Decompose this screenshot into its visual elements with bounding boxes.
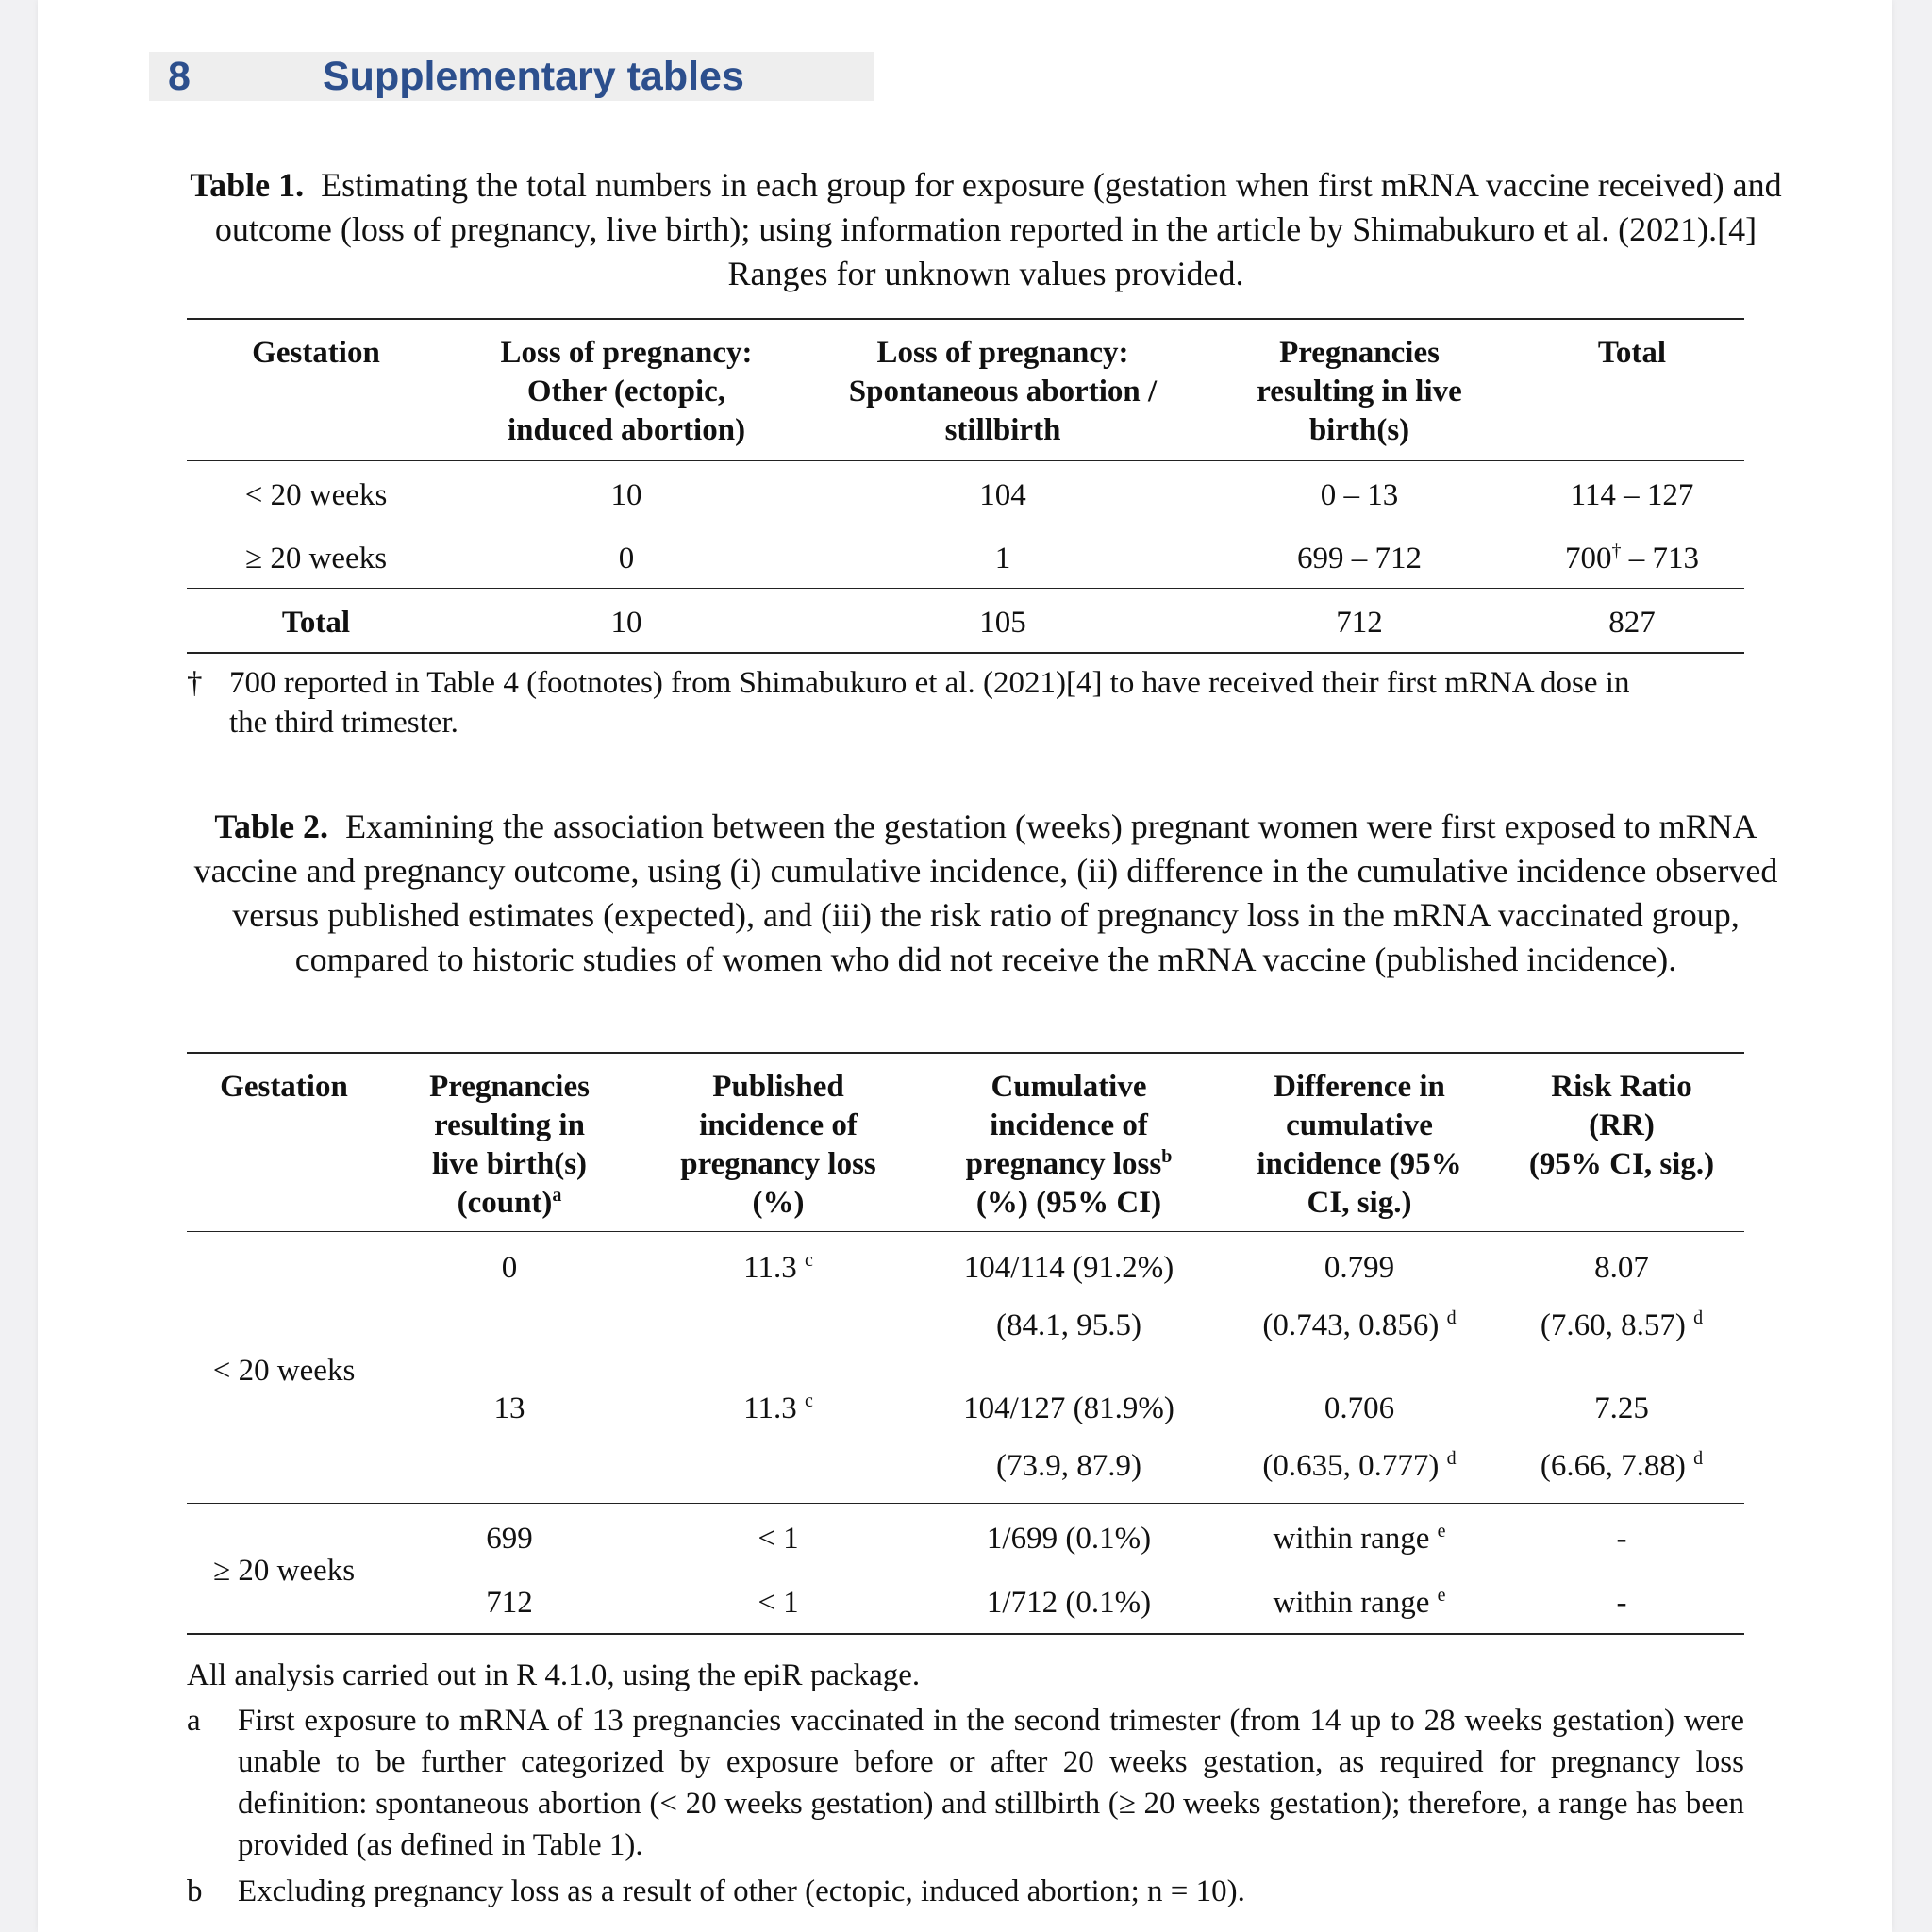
table2-header-cum-line3 bbox=[966, 1145, 1173, 1184]
table1-footnote-mark: † bbox=[187, 666, 203, 700]
table2-header-gestation: Gestation bbox=[220, 1070, 348, 1104]
table1-total-spont: 105 bbox=[979, 606, 1026, 640]
table1-header-live-line3: birth(s) bbox=[1308, 413, 1410, 447]
table1-header-gestation: Gestation bbox=[252, 336, 380, 370]
table2-header-pub-line4: (%) bbox=[752, 1186, 805, 1220]
table2-g1-row2-diff: 0.706 bbox=[1324, 1391, 1395, 1425]
table2-g1-row2-live: 13 bbox=[493, 1391, 525, 1425]
table1-caption-text: Estimating the total numbers in each group for exposure (gestation when first mRNA vaccine received) and outcome (loss of pregnancy, live birth); using information reported in the article by Shimabukuro et al. (2021).[4] Ranges for unknown values provided. bbox=[214, 166, 1782, 292]
table2-header-cum-sup: b bbox=[1161, 1146, 1173, 1167]
table1-header-spont-line1: Loss of pregnancy: bbox=[876, 336, 1129, 370]
table2-header-pub-line2: incidence of bbox=[699, 1108, 858, 1142]
table2-g1-row1-diff-sup: d bbox=[1446, 1307, 1457, 1328]
table2-g1-row2-diff-ci bbox=[1262, 1447, 1456, 1486]
table2-g1-row1-rr: 8.07 bbox=[1594, 1251, 1649, 1285]
table2-header-cum-loss: pregnancy loss bbox=[965, 1147, 1162, 1181]
table2-header-live-line4 bbox=[458, 1184, 562, 1223]
table2-g1-row2-cum-ci: (73.9, 87.9) bbox=[996, 1449, 1141, 1483]
table2-g1-row2-rr-sup: d bbox=[1693, 1448, 1704, 1469]
table1-total-rule bbox=[187, 588, 1744, 589]
table1-header-live-line2: resulting in live bbox=[1257, 375, 1462, 408]
table2-top-rule bbox=[187, 1052, 1744, 1054]
table2-group2-label: ≥ 20 weeks bbox=[212, 1554, 356, 1588]
table2-header-diff-line2: cumulative bbox=[1286, 1108, 1433, 1142]
table2-g1-row1-rr-sup: d bbox=[1693, 1307, 1704, 1328]
table2-g1-row1-pub bbox=[743, 1249, 813, 1288]
table2-g1-row1-live: 0 bbox=[501, 1251, 518, 1285]
table1-row2-other: 0 bbox=[618, 541, 635, 575]
table2-group-rule bbox=[187, 1503, 1744, 1504]
table2-g2-row1-diff bbox=[1273, 1520, 1445, 1558]
table2-note-b-mark: b bbox=[187, 1874, 203, 1908]
table2-header-pub-line3: pregnancy loss bbox=[680, 1147, 876, 1181]
table1-row1-other: 10 bbox=[610, 478, 642, 512]
table2-g2-row2-diff-value: within range bbox=[1273, 1586, 1430, 1620]
table2-g1-row1-cum-ci: (84.1, 95.5) bbox=[996, 1308, 1141, 1342]
table2-header-cum-line1: Cumulative bbox=[991, 1070, 1147, 1104]
table2-g1-row2-pub bbox=[743, 1390, 813, 1428]
table2-header-rr-line1: Risk Ratio bbox=[1551, 1070, 1692, 1104]
table2-g1-row2-cum: 104/127 (81.9%) bbox=[963, 1391, 1174, 1425]
table1-header-rule bbox=[187, 460, 1744, 461]
table1-header-spont-line3: stillbirth bbox=[944, 413, 1061, 447]
table2-g2-row1-live: 699 bbox=[486, 1522, 533, 1556]
table2-header-rr-line3: (95% CI, sig.) bbox=[1528, 1147, 1715, 1181]
table2-header-cum-line2: incidence of bbox=[990, 1108, 1148, 1142]
table1-header-spont-line2: Spontaneous abortion / bbox=[848, 375, 1158, 408]
table2-header-diff-line1: Difference in bbox=[1274, 1070, 1445, 1104]
table1-total-live: 712 bbox=[1336, 606, 1383, 640]
table1-total-other: 10 bbox=[610, 606, 642, 640]
table1-total-label: Total bbox=[281, 606, 351, 640]
table2-g1-row1-diff-ci bbox=[1262, 1307, 1456, 1345]
table2-g2-row2-cum: 1/712 (0.1%) bbox=[986, 1586, 1152, 1620]
table2-group1-label: < 20 weeks bbox=[212, 1354, 356, 1388]
table2-header-cum-line4: (%) (95% CI) bbox=[975, 1186, 1162, 1220]
table2-g2-row1-rr: - bbox=[1616, 1522, 1627, 1556]
table1-row1-live: 0 – 13 bbox=[1320, 478, 1399, 512]
table2-header-diff-line3: incidence (95% bbox=[1257, 1147, 1462, 1181]
table2-g1-row1-diff: 0.799 bbox=[1324, 1251, 1395, 1285]
table1-header-total: Total bbox=[1597, 336, 1667, 370]
table1-row2-total bbox=[1565, 540, 1699, 578]
section-number: 8 bbox=[168, 54, 191, 99]
table2-g1-row1-rr-ci-value: (7.60, 8.57) bbox=[1540, 1308, 1686, 1342]
table1-header-other-line2: Other (ectopic, bbox=[526, 375, 726, 408]
table2-g2-row2-pub: < 1 bbox=[758, 1586, 799, 1620]
table2-g2-row2-diff-sup: e bbox=[1437, 1585, 1446, 1606]
table2-note-b-text: Excluding pregnancy loss as a result of other (ectopic, induced abortion; n = 10). bbox=[238, 1874, 1245, 1908]
table2-g2-row1-pub: < 1 bbox=[758, 1522, 799, 1556]
table2-caption-text: Examining the association between the gestation (weeks) pregnant women were first exposed to mRNA vaccine and pregnancy outcome, using (i) cumulative incidence, (ii) difference in the cumulative incidence observed versus published estimates (expected), and (iii) the risk ratio of pregnancy loss in the mRNA vaccinated group, compared to historic studies of women who did not receive the mRNA vaccine (published incidence). bbox=[193, 808, 1778, 978]
table1-row1-gestation: < 20 weeks bbox=[244, 478, 388, 512]
table2-header-rr-line2: (RR) bbox=[1589, 1108, 1655, 1142]
table2-g1-row1-diff-ci-value: (0.743, 0.856) bbox=[1262, 1308, 1440, 1342]
section-title: Supplementary tables bbox=[323, 54, 744, 99]
table2-g1-row2-pub-value: 11.3 bbox=[743, 1391, 797, 1425]
table2-g1-row1-pub-value: 11.3 bbox=[743, 1251, 797, 1285]
table1-row2-live: 699 – 712 bbox=[1297, 541, 1422, 575]
table2-g1-row1-cum: 104/114 (91.2%) bbox=[963, 1251, 1174, 1285]
table2-header-pub-line1: Published bbox=[712, 1070, 844, 1104]
table1-row2-gestation: ≥ 20 weeks bbox=[244, 541, 388, 575]
table2-g2-row1-cum: 1/699 (0.1%) bbox=[986, 1522, 1152, 1556]
table1-header-live-line1: Pregnancies bbox=[1279, 336, 1440, 370]
table2-header-live-sup: a bbox=[552, 1185, 562, 1206]
table2-g1-row2-rr-ci bbox=[1541, 1447, 1703, 1486]
table2-g1-row2-pub-sup: c bbox=[804, 1391, 813, 1411]
table1-caption-label: Table 1. bbox=[190, 166, 305, 204]
table1-caption bbox=[185, 163, 1787, 296]
table2-g2-row2-diff bbox=[1273, 1584, 1445, 1623]
table2-caption-label: Table 2. bbox=[214, 808, 329, 845]
table1-footnote-line2: the third trimester. bbox=[229, 706, 458, 740]
table1-row2-total-low: 700 bbox=[1565, 541, 1612, 575]
table2-header-live-line1: Pregnancies bbox=[429, 1070, 590, 1104]
table2-caption bbox=[185, 805, 1787, 982]
table1-row1-spont: 104 bbox=[979, 478, 1026, 512]
table2-g2-row2-live: 712 bbox=[486, 1586, 533, 1620]
table2-g1-row2-diff-ci-value: (0.635, 0.777) bbox=[1262, 1449, 1440, 1483]
table1-row2-total-high: – 713 bbox=[1621, 541, 1699, 575]
table1-top-rule bbox=[187, 318, 1744, 320]
table2-g1-row2-diff-sup: d bbox=[1446, 1448, 1457, 1469]
table2-g2-row1-diff-value: within range bbox=[1273, 1522, 1430, 1556]
table2-bottom-rule bbox=[187, 1633, 1744, 1635]
table2-g1-row2-rr: 7.25 bbox=[1594, 1391, 1649, 1425]
table2-header-diff-line4: CI, sig.) bbox=[1307, 1186, 1412, 1220]
table2-g1-row2-rr-ci-value: (6.66, 7.88) bbox=[1540, 1449, 1686, 1483]
table2-note-a-mark: a bbox=[187, 1704, 201, 1738]
table1-header-other-line3: induced abortion) bbox=[507, 413, 746, 447]
table1-bottom-rule bbox=[187, 652, 1744, 654]
table1-total-total: 827 bbox=[1608, 606, 1656, 640]
table2-g1-row1-rr-ci bbox=[1541, 1307, 1703, 1345]
table2-header-live-line3: live birth(s) bbox=[431, 1147, 588, 1181]
table2-header-rule bbox=[187, 1231, 1744, 1232]
table1-header-other-line1: Loss of pregnancy: bbox=[500, 336, 753, 370]
table2-g1-row1-pub-sup: c bbox=[804, 1250, 813, 1271]
table1-footnote-line1: 700 reported in Table 4 (footnotes) from Shimabukuro et al. (2021)[4] to have received their first mRNA dose in bbox=[229, 666, 1630, 700]
table2-note-a-text: First exposure to mRNA of 13 pregnancies vaccinated in the second trimester (from 14 up to 28 weeks gestation) were unable to be further categorized by exposure before or after 20 weeks gestation, as required for pregnancy loss definition: spontaneous abortion (< 20 weeks gestation) and stillbirth (≥ 20 weeks gestation); therefore, a range has been provided (as defined in Table 1). bbox=[238, 1704, 1744, 1862]
table2-g2-row1-diff-sup: e bbox=[1437, 1521, 1446, 1541]
table1-dagger-mark: † bbox=[1611, 541, 1622, 561]
table2-analysis-note: All analysis carried out in R 4.1.0, using the epiR package. bbox=[187, 1658, 921, 1692]
table1-row1-total: 114 – 127 bbox=[1570, 478, 1694, 512]
table2-header-live-line2: resulting in bbox=[434, 1108, 585, 1142]
table1-row2-spont: 1 bbox=[994, 541, 1011, 575]
table2-g2-row2-rr: - bbox=[1616, 1586, 1627, 1620]
table2-header-live-count: (count) bbox=[457, 1186, 553, 1220]
